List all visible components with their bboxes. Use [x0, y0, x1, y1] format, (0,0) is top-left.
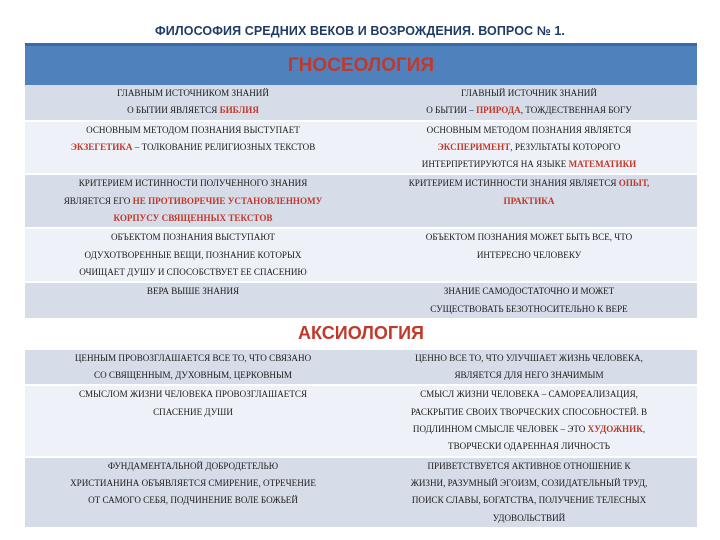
highlight-term: КОРПУСУ СВЯЩЕННЫХ ТЕКСТОВ [113, 213, 273, 224]
table-row [25, 456, 697, 527]
cell-line: ЖИЗНИ, РАЗУМНЫЙ ЭГОИЗМ, СОЗИДАТЕЛЬНЫЙ ТРУД, [410, 477, 648, 488]
cell-line: ПОДЛИННОМ СМЫСЛЕ ЧЕЛОВЕК – ЭТО [412, 424, 586, 435]
cell-line: ЯВЛЯЕТСЯ ЕГО [63, 195, 131, 206]
cell-line: ОБЪЕКТОМ ПОЗНАНИЯ ВЫСТУПАЮТ [110, 232, 275, 243]
medieval-cell [25, 85, 361, 120]
table-row [25, 227, 697, 281]
highlight-term: МАТЕМАТИКИ [568, 159, 637, 170]
cell-line: ОЧИЩАЕТ ДУШУ И СПОСОБСТВУЕТ ЕЕ СПАСЕНИЮ [79, 266, 307, 277]
cell-line: ОБЪЕКТОМ ПОЗНАНИЯ МОЖЕТ БЫТЬ ВСЕ, ЧТО [425, 232, 633, 243]
renaissance-cell [361, 122, 697, 174]
highlight-term: ЭКЗЕГЕТИКА [70, 141, 133, 152]
table-row [25, 350, 697, 385]
medieval-cell [25, 122, 361, 174]
renaissance-cell [361, 175, 697, 227]
cell-line: ОДУХОТВОРЕННЫЕ ВЕЩИ, ПОЗНАНИЕ КОТОРЫХ [84, 249, 302, 260]
cell-line: УДОВОЛЬСТВИЙ [492, 512, 566, 523]
cell-line: ЯВЛЯЕТСЯ ДЛЯ НЕГО ЗНАЧИМЫМ [454, 370, 604, 381]
highlight-term: ОПЫТ, [618, 178, 650, 189]
cell-line: ОТ САМОГО СЕБЯ, ПОДЧИНЕНИЕ ВОЛЕ БОЖЬЕЙ [88, 495, 298, 506]
medieval-cell [25, 283, 361, 318]
renaissance-cell [361, 85, 697, 120]
cell-line: ФУНДАМЕНТАЛЬНОЙ ДОБРОДЕТЕЛЬЮ [107, 460, 279, 471]
cell-line: , [642, 424, 646, 435]
renaissance-cell [361, 350, 697, 385]
cell-line: ЗНАНИЕ САМОДОСТАТОЧНО И МОЖЕТ [443, 286, 615, 297]
table-row [25, 384, 697, 455]
cell-line: ГЛАВНЫЙ ИСТОЧНИК ЗНАНИЙ [461, 88, 597, 98]
medieval-cell [25, 175, 361, 227]
cell-line: – ТОЛКОВАНИЕ РЕЛИГИОЗНЫХ ТЕКСТОВ [132, 141, 316, 152]
cell-line: О БЫТИИ – [426, 105, 474, 116]
cell-line: ПРИВЕТСТВУЕТСЯ АКТИВНОЕ ОТНОШЕНИЕ К [427, 460, 631, 471]
cell-line: СО СВЯЩЕННЫМ, ДУХОВНЫМ, ЦЕРКОВНЫМ [94, 370, 292, 381]
table-row [25, 173, 697, 227]
renaissance-cell [361, 283, 697, 318]
section-header-gnoseology: ГНОСЕОЛОГИЯ [25, 43, 697, 85]
cell-line: , ТОЖДЕСТВЕННАЯ БОГУ [520, 105, 632, 116]
highlight-term: ХУДОЖНИК [587, 424, 643, 435]
cell-line: СМЫСЛОМ ЖИЗНИ ЧЕЛОВЕКА ПРОВОЗГЛАШАЕТСЯ [78, 389, 308, 400]
medieval-cell [25, 458, 361, 527]
table-row [25, 120, 697, 174]
medieval-cell [25, 386, 361, 455]
highlight-term: ЭКСПЕРИМЕНТ [437, 141, 511, 152]
cell-line: РАСКРЫТИЕ СВОИХ ТВОРЧЕСКИХ СПОСОБНОСТЕЙ. В [410, 406, 648, 417]
medieval-cell [25, 229, 361, 281]
medieval-cell [25, 350, 361, 385]
cell-line: ПОИСК СЛАВЫ, БОГАТСТВА, ПОЛУЧЕНИЕ ТЕЛЕСНЫХ [411, 495, 647, 506]
cell-line: ТВОРЧЕСКИ ОДАРЕННАЯ ЛИЧНОСТЬ [448, 441, 610, 452]
cell-line: ОСНОВНЫМ МЕТОДОМ ПОЗНАНИЯ ВЫСТУПАЕТ [86, 124, 300, 135]
cell-line: ИНТЕРПРЕТИРУЮТСЯ НА ЯЗЫКЕ [421, 159, 567, 170]
cell-line: ВЕРА ВЫШЕ ЗНАНИЯ [146, 286, 240, 297]
cell-line: , РЕЗУЛЬТАТЫ КОТОРОГО [510, 141, 621, 152]
cell-line: СПАСЕНИЕ ДУШИ [153, 406, 233, 417]
cell-line: ЦЕННЫМ ПРОВОЗГЛАШАЕТСЯ ВСЕ ТО, ЧТО СВЯЗАНО [74, 352, 312, 363]
cell-line: КРИТЕРИЕМ ИСТИННОСТИ ПОЛУЧЕННОГО ЗНАНИЯ [78, 178, 308, 189]
highlight-term: БИБЛИЯ [219, 105, 259, 116]
renaissance-cell [361, 458, 697, 527]
section-header-axiology: АКСИОЛОГИЯ [25, 318, 697, 350]
cell-line: ИНТЕРЕСНО ЧЕЛОВЕКУ [476, 249, 582, 260]
comparison-table [25, 43, 697, 527]
table-row [25, 281, 697, 318]
cell-line: СУЩЕСТВОВАТЬ БЕЗОТНОСИТЕЛЬНО К ВЕРЕ [430, 303, 628, 314]
cell-line: КРИТЕРИЕМ ИСТИННОСТИ ЗНАНИЯ ЯВЛЯЕТСЯ [408, 178, 617, 189]
highlight-term: ПРАКТИКА [503, 195, 555, 206]
cell-line: ЦЕННО ВСЕ ТО, ЧТО УЛУЧШАЕТ ЖИЗНЬ ЧЕЛОВЕКА, [415, 352, 643, 363]
highlight-term: НЕ ПРОТИВОРЕЧИЕ УСТАНОВЛЕННОМУ [132, 195, 323, 206]
highlight-term: ПРИРОДА [476, 105, 521, 116]
cell-line: ОСНОВНЫМ МЕТОДОМ ПОЗНАНИЯ ЯВЛЯЕТСЯ [426, 124, 632, 135]
cell-line: СМЫСЛ ЖИЗНИ ЧЕЛОВЕКА – САМОРЕАЛИЗАЦИЯ, [420, 389, 638, 400]
renaissance-cell [361, 386, 697, 455]
cell-line: О БЫТИИ ЯВЛЯЕТСЯ [127, 105, 218, 116]
cell-line: ХРИСТИАНИНА ОБЪЯВЛЯЕТСЯ СМИРЕНИЕ, ОТРЕЧЕНИЕ [70, 477, 316, 488]
page-title: ФИЛОСОФИЯ СРЕДНИХ ВЕКОВ И ВОЗРОЖДЕНИЯ. ВОПРОС № 1. [155, 24, 565, 38]
table-row [25, 85, 697, 120]
renaissance-cell [361, 229, 697, 281]
cell-line: ГЛАВНЫМ ИСТОЧНИКОМ ЗНАНИЙ [117, 88, 269, 98]
